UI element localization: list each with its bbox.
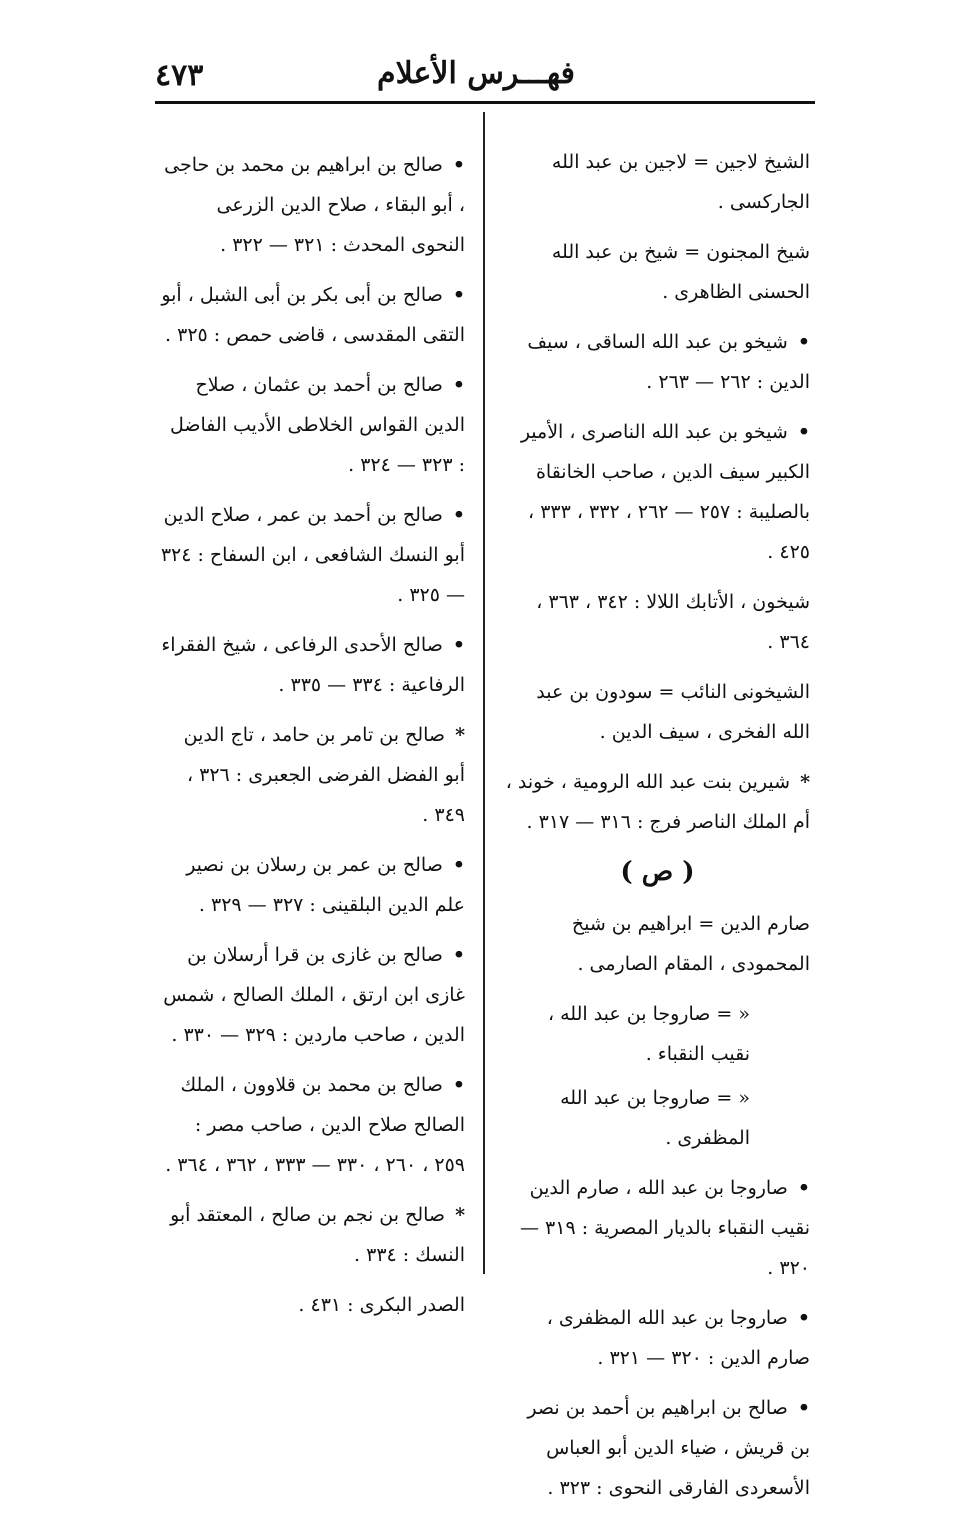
bullet-mark: • <box>452 374 465 396</box>
entry-text: شيخ المجنون = شيخ بن عبد الله الحسنى الظاهرى . <box>551 241 810 303</box>
bullet-mark: • <box>797 1397 810 1419</box>
entry-text: صالح بن ابراهيم بن أحمد بن نصر بن قريش ، ضياء الدين أبو العباس الأسعردى الفارقى النحوى : ٣٢٣ . <box>527 1397 810 1499</box>
index-entry <box>505 1298 810 1378</box>
bullet-mark: • <box>797 421 810 443</box>
bullet-mark: • <box>797 1177 810 1199</box>
bullet-mark: • <box>797 1307 810 1329</box>
index-entry <box>505 1168 810 1288</box>
entry-text: « = صاروجا بن عبد الله المظفرى . <box>560 1087 750 1149</box>
entry-text: صالح بن أحمد بن عمر ، صلاح الدين أبو النسك الشافعى ، ابن السفاح : ٣٢٤ — ٣٢٥ . <box>160 504 465 606</box>
entry-text: صالح بن تامر بن حامد ، تاج الدين أبو الفضل الفرضى الجعبرى : ٣٢٦ ، ٣٤٩ . <box>183 724 465 826</box>
index-entry <box>160 625 465 705</box>
left-column <box>160 145 465 1335</box>
header-rule <box>155 101 815 104</box>
index-entry <box>160 275 465 355</box>
entry-text: الشيخونى النائب = سودون بن عبد الله الفخرى ، سيف الدين . <box>536 681 810 743</box>
index-entry <box>160 845 465 925</box>
index-entry <box>160 715 465 835</box>
page-title: فهـــرس الأعلام <box>377 56 575 91</box>
entry-text: صالح الأحدى الرفاعى ، شيخ الفقراء الرفاعية : ٣٣٤ — ٣٣٥ . <box>161 634 465 696</box>
index-entry <box>505 582 810 662</box>
index-entry <box>160 1285 465 1325</box>
index-entry <box>160 495 465 615</box>
entry-text: صالح بن أحمد بن عثمان ، صلاح الدين القواس الخلاطى الأديب الفاضل : ٣٢٣ — ٣٢٤ . <box>169 374 465 476</box>
entry-text: صالح بن عمر بن رسلان بن نصير علم الدين البلقينى : ٣٢٧ — ٣٢٩ . <box>186 854 465 916</box>
entry-text: صالح بن أبى بكر بن أبى الشبل ، أبو التقى المقدسى ، قاضى حمص : ٣٢٥ . <box>161 284 465 346</box>
entry-text: صاروجا بن عبد الله ، صارم الدين نقيب النقباء بالديار المصرية : ٣١٩ — ٣٢٠ . <box>519 1177 810 1279</box>
entry-text: شيخو بن عبد الله الساقى ، سيف الدين : ٢٦٢ — ٢٦٣ . <box>527 331 810 393</box>
asterisk-mark: * <box>800 771 810 793</box>
index-entry <box>160 935 465 1055</box>
entry-text: صالح بن غازى بن قرا أرسلان بن غازى ابن ارتق ، الملك الصالح ، شمس الدين ، صاحب ماردين : ٣٢٩ — ٣٣٠ . <box>163 944 465 1046</box>
page-header <box>155 52 815 100</box>
index-entry <box>505 322 810 402</box>
entry-text: صالح بن ابراهيم بن محمد بن حاجى ، أبو البقاء ، صلاح الدين الزرعى النحوى المحدث : ٣٢١ — ٣٢٢ . <box>164 154 465 256</box>
bullet-mark: • <box>452 854 465 876</box>
entry-text: « = صاروجا بن عبد الله ، نقيب النقباء . <box>547 1003 750 1065</box>
index-entry <box>505 1078 810 1158</box>
index-entry <box>160 365 465 485</box>
index-entry <box>160 145 465 265</box>
page-number: ٤٧٣ <box>155 58 204 93</box>
bullet-mark: • <box>452 1074 465 1096</box>
bullet-mark: • <box>452 504 465 526</box>
bullet-mark: • <box>452 284 465 306</box>
index-entry <box>505 232 810 312</box>
bullet-mark: • <box>452 944 465 966</box>
index-entry <box>505 142 810 222</box>
index-entry <box>160 1195 465 1275</box>
index-entry <box>505 672 810 752</box>
index-entry <box>505 1388 810 1508</box>
bullet-mark: • <box>452 634 465 656</box>
entry-text: الصدر البكرى : ٤٣١ . <box>298 1294 465 1316</box>
right-column <box>505 142 810 1518</box>
entry-text: الشيخ لاجين = لاجين بن عبد الله الجاركسى . <box>551 151 810 213</box>
entry-text: شيرين بنت عبد الله الرومية ، خوند ، أم الملك الناصر فرج : ٣١٦ — ٣١٧ . <box>505 771 810 833</box>
entry-text: شيخو بن عبد الله الناصرى ، الأمير الكبير سيف الدين ، صاحب الخانقاة بالصليبة : ٢٥٧ — ٢٦٢ ، ٣٣٢ ، ٣٣٣ ، ٤٢٥ . <box>520 421 810 563</box>
index-entry <box>160 1065 465 1185</box>
index-entry <box>505 904 810 984</box>
entry-text: صالح بن محمد بن قلاوون ، الملك الصالح صلاح الدين ، صاحب مصر : ٢٥٩ ، ٢٦٠ ، ٣٣٠ — ٣٣٣ ، ٣٦٢ ، ٣٦٤ . <box>165 1074 465 1176</box>
index-entry <box>505 412 810 572</box>
section-letter-heading: ( ص ) <box>620 857 695 887</box>
column-divider <box>483 112 485 1274</box>
entry-text: صارم الدين = ابراهيم بن شيخ المحمودى ، المقام الصارمى . <box>571 913 810 975</box>
index-entry <box>505 762 810 842</box>
entry-text: شيخون ، الأتابك اللالا : ٣٤٢ ، ٣٦٣ ، ٣٦٤ . <box>536 591 810 653</box>
asterisk-mark: * <box>455 1204 465 1226</box>
bullet-mark: • <box>452 154 465 176</box>
entry-text: صاروجا بن عبد الله المظفرى ، صارم الدين : ٣٢٠ — ٣٢١ . <box>546 1307 810 1369</box>
asterisk-mark: * <box>455 724 465 746</box>
bullet-mark: • <box>797 331 810 353</box>
index-entry <box>505 994 810 1074</box>
entry-text: صالح بن نجم بن صالح ، المعتقد أبو النسك : ٣٣٤ . <box>170 1204 465 1266</box>
